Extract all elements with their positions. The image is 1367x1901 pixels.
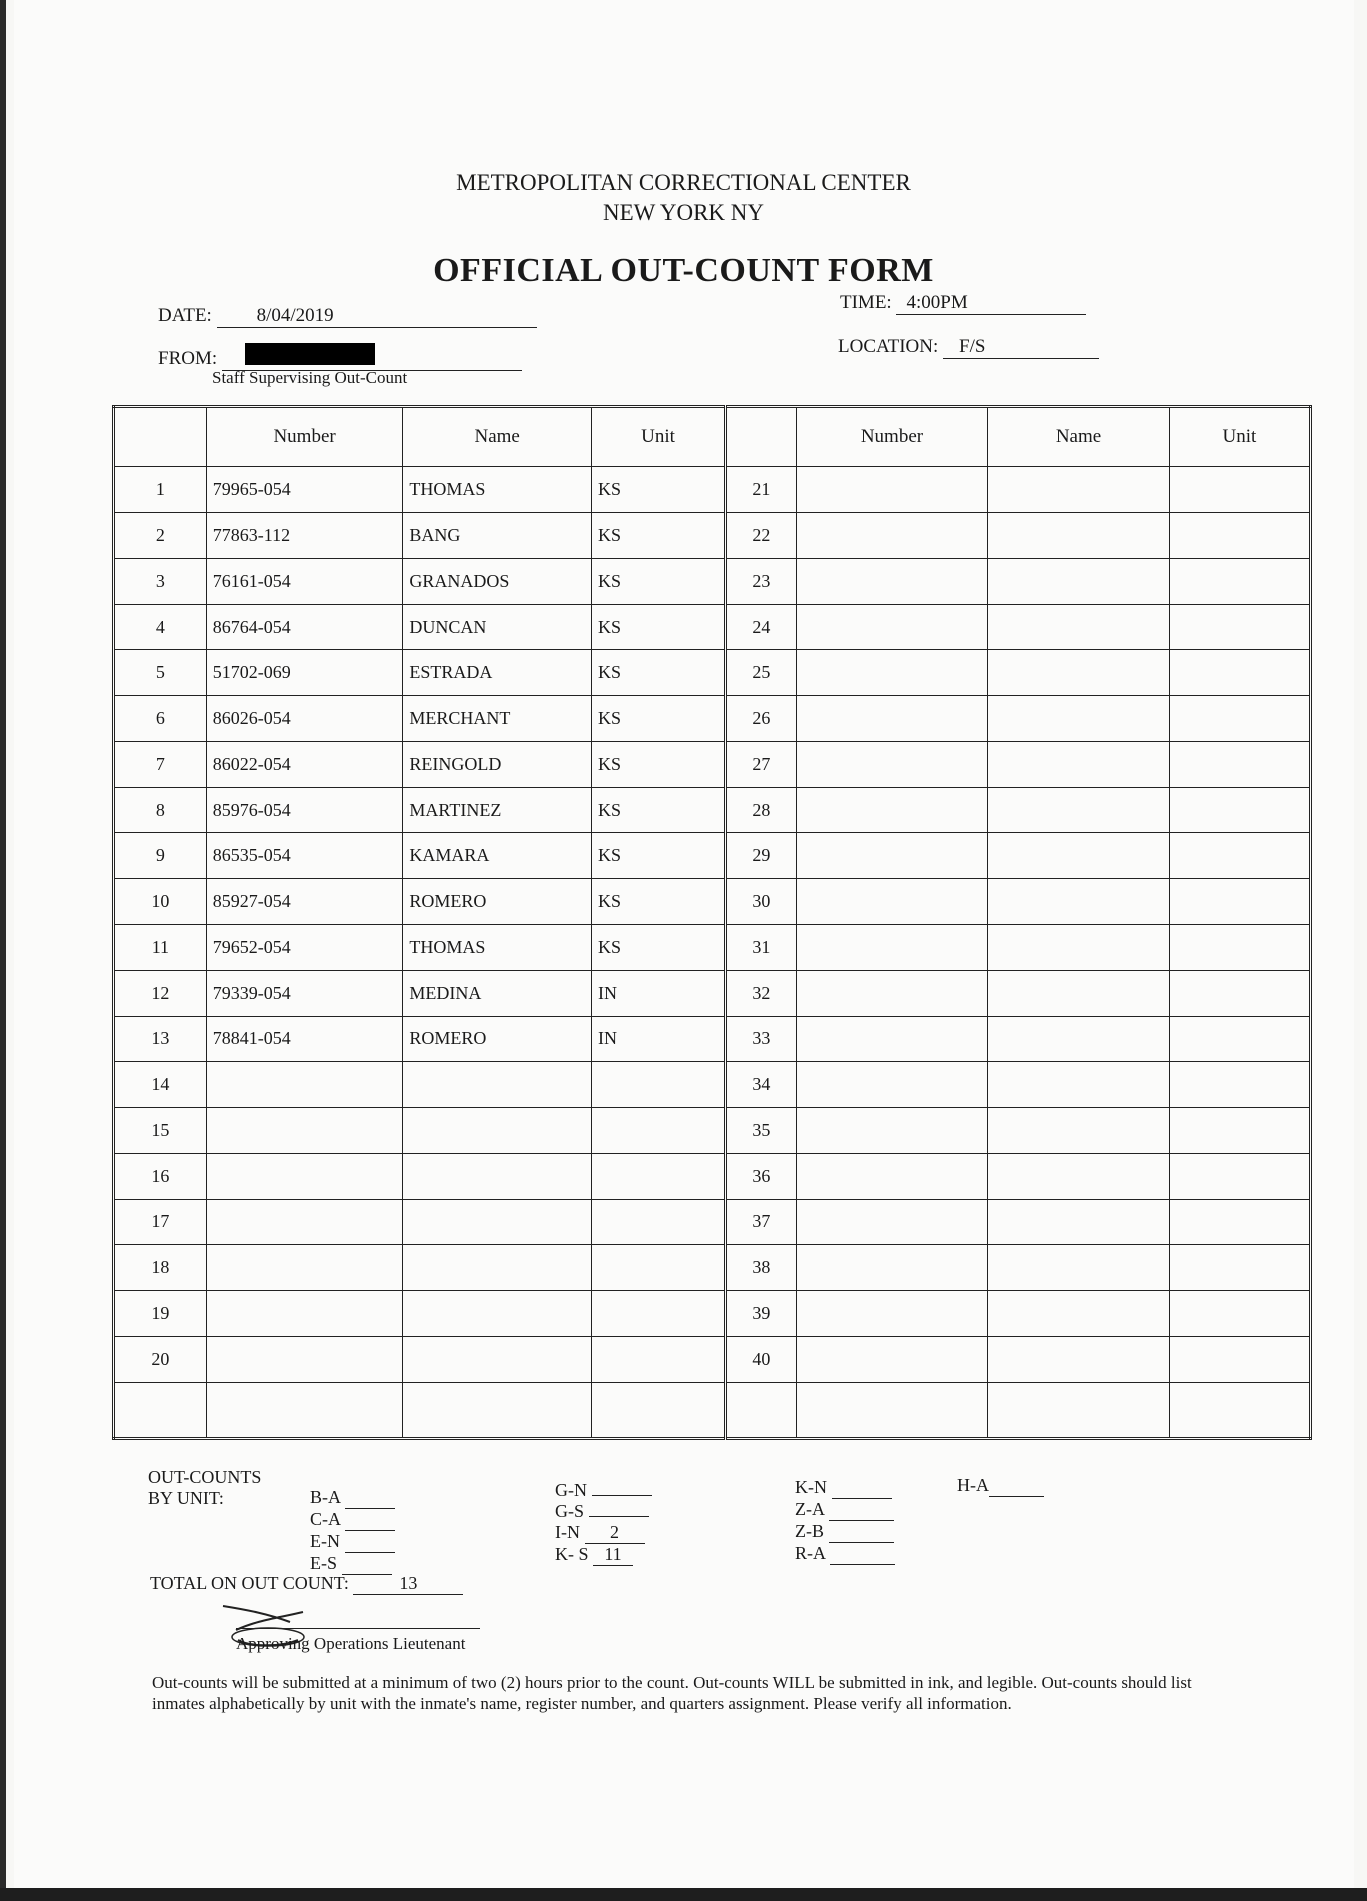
inmate-unit-right xyxy=(1169,696,1310,742)
table-row xyxy=(114,1016,1311,1062)
inmate-unit: KS xyxy=(591,787,725,833)
row-index-left: 8 xyxy=(114,787,207,833)
inmate-name-right xyxy=(988,1108,1170,1154)
inmate-number-right xyxy=(796,1245,988,1291)
inmate-name-right xyxy=(988,1016,1170,1062)
unit-entry: G-N xyxy=(555,1480,652,1501)
row-index-left: 6 xyxy=(114,696,207,742)
inmate-name-right xyxy=(988,1291,1170,1337)
table-row xyxy=(114,513,1311,559)
row-index-right: 22 xyxy=(726,513,797,559)
row-index-left: 19 xyxy=(114,1291,207,1337)
inmate-name-right xyxy=(988,1199,1170,1245)
unit-entry: K-N xyxy=(795,1477,895,1499)
row-index-left: 2 xyxy=(114,513,207,559)
inmate-name-right xyxy=(988,513,1170,559)
inmate-number-right xyxy=(796,924,988,970)
row-index-right: 32 xyxy=(726,970,797,1016)
table-row xyxy=(114,1291,1311,1337)
table-row xyxy=(114,924,1311,970)
inmate-number-right xyxy=(796,467,988,513)
row-index-right: 23 xyxy=(726,558,797,604)
unit-entry: G-S xyxy=(555,1501,652,1522)
page-bottom-edge xyxy=(0,1888,1367,1901)
institution-city: NEW YORK NY xyxy=(603,200,764,225)
inmate-unit: KS xyxy=(591,741,725,787)
unit-entry: E-S xyxy=(310,1553,395,1575)
inmate-name-right xyxy=(988,467,1170,513)
inmate-unit-right xyxy=(1169,833,1310,879)
inmate-unit-right xyxy=(1169,741,1310,787)
inmate-unit xyxy=(591,1199,725,1245)
inmate-unit-right xyxy=(1169,924,1310,970)
inmate-number: 85976-054 xyxy=(206,787,403,833)
signature-caption: Approving Operations Lieutenant xyxy=(236,1634,466,1653)
table-row xyxy=(114,467,1311,513)
inmate-unit: KS xyxy=(591,558,725,604)
inmate-number-right xyxy=(796,1291,988,1337)
row-index-left: 17 xyxy=(114,1199,207,1245)
inmate-number: 79652-054 xyxy=(206,924,403,970)
row-index-left: 5 xyxy=(114,650,207,696)
row-index-left: 10 xyxy=(114,879,207,925)
inmate-number xyxy=(206,1062,403,1108)
from-caption: Staff Supervising Out-Count xyxy=(212,368,408,387)
header-index-right xyxy=(726,407,797,467)
inmate-number: 78841-054 xyxy=(206,1016,403,1062)
inmate-unit: KS xyxy=(591,467,725,513)
row-index-right: 27 xyxy=(726,741,797,787)
inmate-unit: KS xyxy=(591,604,725,650)
inmate-unit-right xyxy=(1169,513,1310,559)
inmate-number-right xyxy=(796,879,988,925)
inmate-unit-right xyxy=(1169,879,1310,925)
row-index-left: 12 xyxy=(114,970,207,1016)
outcounts-label xyxy=(148,1467,261,1509)
inmate-unit xyxy=(591,1108,725,1154)
signature-line xyxy=(236,1628,480,1629)
inmate-number xyxy=(206,1153,403,1199)
inmate-number-right xyxy=(796,1153,988,1199)
inmate-name xyxy=(403,1336,592,1382)
inmate-number-right xyxy=(796,1336,988,1382)
unit-entry-in: I-N 2 xyxy=(555,1522,652,1544)
inmate-name-right xyxy=(988,696,1170,742)
blank-cell xyxy=(988,1382,1170,1438)
location-label: LOCATION: xyxy=(838,336,939,357)
inmate-unit: KS xyxy=(591,650,725,696)
table-row xyxy=(114,1199,1311,1245)
row-index-right: 35 xyxy=(726,1108,797,1154)
inmate-name xyxy=(403,1108,592,1154)
row-index-right: 25 xyxy=(726,650,797,696)
row-index-right: 30 xyxy=(726,879,797,925)
inmate-number xyxy=(206,1108,403,1154)
row-index-left: 16 xyxy=(114,1153,207,1199)
table-row xyxy=(114,833,1311,879)
inmate-unit-right xyxy=(1169,467,1310,513)
blank-cell xyxy=(726,1382,797,1438)
row-index-left: 18 xyxy=(114,1245,207,1291)
table-row xyxy=(114,1153,1311,1199)
inmate-number: 51702-069 xyxy=(206,650,403,696)
row-index-left: 7 xyxy=(114,741,207,787)
table-row xyxy=(114,879,1311,925)
outcounts-col1 xyxy=(310,1487,395,1575)
inmate-name: MEDINA xyxy=(403,970,592,1016)
inmate-name: BANG xyxy=(403,513,592,559)
inmate-number: 86026-054 xyxy=(206,696,403,742)
inmate-number: 86022-054 xyxy=(206,741,403,787)
inmate-name-right xyxy=(988,604,1170,650)
inmate-number: 76161-054 xyxy=(206,558,403,604)
inmate-number-right xyxy=(796,1016,988,1062)
outcounts-col2 xyxy=(555,1480,652,1566)
table-row xyxy=(114,741,1311,787)
header-number-left: Number xyxy=(206,407,403,467)
inmate-name: THOMAS xyxy=(403,467,592,513)
row-index-right: 33 xyxy=(726,1016,797,1062)
inmate-name-right xyxy=(988,833,1170,879)
inmate-unit xyxy=(591,1336,725,1382)
inmate-number: 86764-054 xyxy=(206,604,403,650)
table-row xyxy=(114,696,1311,742)
table-row xyxy=(114,1062,1311,1108)
inmate-number xyxy=(206,1199,403,1245)
inmate-unit-right xyxy=(1169,604,1310,650)
date-label: DATE: xyxy=(158,305,212,326)
header-name-right: Name xyxy=(988,407,1170,467)
row-index-right: 34 xyxy=(726,1062,797,1108)
inmate-name: MARTINEZ xyxy=(403,787,592,833)
table-row xyxy=(114,558,1311,604)
outcounts-col4: H-A xyxy=(957,1475,1044,1497)
inmate-name: MERCHANT xyxy=(403,696,592,742)
row-index-left: 3 xyxy=(114,558,207,604)
inmate-number: 85927-054 xyxy=(206,879,403,925)
inmate-unit-right xyxy=(1169,1291,1310,1337)
inmate-name-right xyxy=(988,1153,1170,1199)
row-index-left: 9 xyxy=(114,833,207,879)
inmate-number-right xyxy=(796,604,988,650)
table-row xyxy=(114,1245,1311,1291)
row-index-left: 4 xyxy=(114,604,207,650)
inmate-name xyxy=(403,1199,592,1245)
inmate-number-right xyxy=(796,650,988,696)
time-label: TIME: xyxy=(840,292,892,313)
unit-entry: Z-A xyxy=(795,1499,895,1521)
header-index-left xyxy=(114,407,207,467)
inmate-number-right xyxy=(796,1108,988,1154)
unit-entry: B-A xyxy=(310,1487,395,1509)
table-row xyxy=(114,1108,1311,1154)
row-index-left: 14 xyxy=(114,1062,207,1108)
row-index-right: 29 xyxy=(726,833,797,879)
inmate-name: GRANADOS xyxy=(403,558,592,604)
row-index-left: 1 xyxy=(114,467,207,513)
inmate-unit: KS xyxy=(591,513,725,559)
table-header-row xyxy=(114,407,1311,467)
redaction-bar xyxy=(245,343,375,365)
table-row xyxy=(114,604,1311,650)
time-value: 4:00PM xyxy=(896,292,1086,315)
inmate-name-right xyxy=(988,741,1170,787)
inmate-unit-right xyxy=(1169,1062,1310,1108)
row-index-left: 15 xyxy=(114,1108,207,1154)
inmate-number-right xyxy=(796,1199,988,1245)
outcounts-label-line2: BY UNIT: xyxy=(148,1488,224,1508)
inmate-number-right xyxy=(796,513,988,559)
date-value: 8/04/2019 xyxy=(217,305,537,328)
inmate-unit-right xyxy=(1169,1336,1310,1382)
row-index-right: 37 xyxy=(726,1199,797,1245)
inmate-name-right xyxy=(988,558,1170,604)
unit-entry: R-A xyxy=(795,1543,895,1565)
header-unit-right: Unit xyxy=(1169,407,1310,467)
inmate-unit xyxy=(591,1062,725,1108)
inmate-unit: IN xyxy=(591,1016,725,1062)
date-field xyxy=(158,305,537,328)
inmate-unit-right xyxy=(1169,558,1310,604)
inmate-unit xyxy=(591,1291,725,1337)
inmate-unit-right xyxy=(1169,1199,1310,1245)
blank-cell xyxy=(1169,1382,1310,1438)
table-row xyxy=(114,970,1311,1016)
inmate-number-right xyxy=(796,696,988,742)
inmate-name-right xyxy=(988,1062,1170,1108)
row-index-right: 31 xyxy=(726,924,797,970)
institution-name: METROPOLITAN CORRECTIONAL CENTER xyxy=(456,170,911,195)
inmate-number xyxy=(206,1336,403,1382)
row-index-left: 11 xyxy=(114,924,207,970)
inmate-name-right xyxy=(988,924,1170,970)
inmate-unit: KS xyxy=(591,696,725,742)
inmate-unit-right xyxy=(1169,650,1310,696)
row-index-right: 38 xyxy=(726,1245,797,1291)
inmate-unit-right xyxy=(1169,1153,1310,1199)
row-index-right: 40 xyxy=(726,1336,797,1382)
time-field xyxy=(840,292,1086,315)
table-row xyxy=(114,787,1311,833)
out-count-table xyxy=(112,405,1312,1440)
inmate-name-right xyxy=(988,1336,1170,1382)
footer-instructions: Out-counts will be submitted at a minimum of two (2) hours prior to the count. Out-counts WILL be submitted in ink, and legible. Out-counts should list inmates alphabetically by unit with the inmate's name, register number, and quarters assignment. Please verify all information. xyxy=(152,1673,1192,1713)
inmate-name xyxy=(403,1153,592,1199)
inmate-name: THOMAS xyxy=(403,924,592,970)
total-label: TOTAL ON OUT COUNT: xyxy=(150,1573,349,1593)
inmate-unit-right xyxy=(1169,1245,1310,1291)
inmate-unit: IN xyxy=(591,970,725,1016)
inmate-number-right xyxy=(796,833,988,879)
inmate-unit: KS xyxy=(591,879,725,925)
inmate-name xyxy=(403,1062,592,1108)
inmate-number xyxy=(206,1291,403,1337)
blank-cell xyxy=(206,1382,403,1438)
unit-entry: E-N xyxy=(310,1531,395,1553)
table-row-blank xyxy=(114,1382,1311,1438)
inmate-unit-right xyxy=(1169,1108,1310,1154)
row-index-left: 13 xyxy=(114,1016,207,1062)
row-index-left: 20 xyxy=(114,1336,207,1382)
inmate-name-right xyxy=(988,787,1170,833)
inmate-name: REINGOLD xyxy=(403,741,592,787)
inmate-number: 77863-112 xyxy=(206,513,403,559)
inmate-name: ROMERO xyxy=(403,879,592,925)
blank-cell xyxy=(591,1382,725,1438)
inmate-unit: KS xyxy=(591,833,725,879)
inmate-name xyxy=(403,1291,592,1337)
inmate-unit xyxy=(591,1245,725,1291)
inmate-unit-right xyxy=(1169,787,1310,833)
location-value: F/S xyxy=(943,336,1099,359)
header-number-right: Number xyxy=(796,407,988,467)
table-row xyxy=(114,650,1311,696)
row-index-right: 39 xyxy=(726,1291,797,1337)
row-index-right: 26 xyxy=(726,696,797,742)
inmate-name-right xyxy=(988,650,1170,696)
table-row xyxy=(114,1336,1311,1382)
header-name-left: Name xyxy=(403,407,592,467)
inmate-name-right xyxy=(988,879,1170,925)
inmate-name xyxy=(403,1245,592,1291)
row-index-right: 24 xyxy=(726,604,797,650)
inmate-number-right xyxy=(796,1062,988,1108)
inmate-number: 79339-054 xyxy=(206,970,403,1016)
total-outcount xyxy=(150,1573,463,1595)
blank-cell xyxy=(403,1382,592,1438)
inmate-name: KAMARA xyxy=(403,833,592,879)
inmate-name: DUNCAN xyxy=(403,604,592,650)
inmate-number-right xyxy=(796,558,988,604)
inmate-name: ROMERO xyxy=(403,1016,592,1062)
inmate-number xyxy=(206,1245,403,1291)
total-value: 13 xyxy=(353,1573,463,1595)
outcounts-label-line1: OUT-COUNTS xyxy=(148,1467,262,1487)
inmate-unit xyxy=(591,1153,725,1199)
form-title: OFFICIAL OUT-COUNT FORM xyxy=(433,252,934,289)
row-index-right: 28 xyxy=(726,787,797,833)
inmate-number: 79965-054 xyxy=(206,467,403,513)
outcounts-col3 xyxy=(795,1477,895,1565)
location-field xyxy=(838,336,1099,359)
from-label: FROM: xyxy=(158,348,218,369)
inmate-number: 86535-054 xyxy=(206,833,403,879)
inmate-name-right xyxy=(988,1245,1170,1291)
inmate-name-right xyxy=(988,970,1170,1016)
blank-cell xyxy=(796,1382,988,1438)
unit-entry: Z-B xyxy=(795,1521,895,1543)
inmate-number-right xyxy=(796,787,988,833)
header-unit-left: Unit xyxy=(591,407,725,467)
inmate-unit: KS xyxy=(591,924,725,970)
inmate-number-right xyxy=(796,741,988,787)
inmate-number-right xyxy=(796,970,988,1016)
inmate-unit-right xyxy=(1169,970,1310,1016)
unit-entry: C-A xyxy=(310,1509,395,1531)
row-index-right: 21 xyxy=(726,467,797,513)
row-index-right: 36 xyxy=(726,1153,797,1199)
inmate-unit-right xyxy=(1169,1016,1310,1062)
inmate-name: ESTRADA xyxy=(403,650,592,696)
blank-cell xyxy=(114,1382,207,1438)
unit-entry-ks: K- S 11 xyxy=(555,1544,652,1566)
